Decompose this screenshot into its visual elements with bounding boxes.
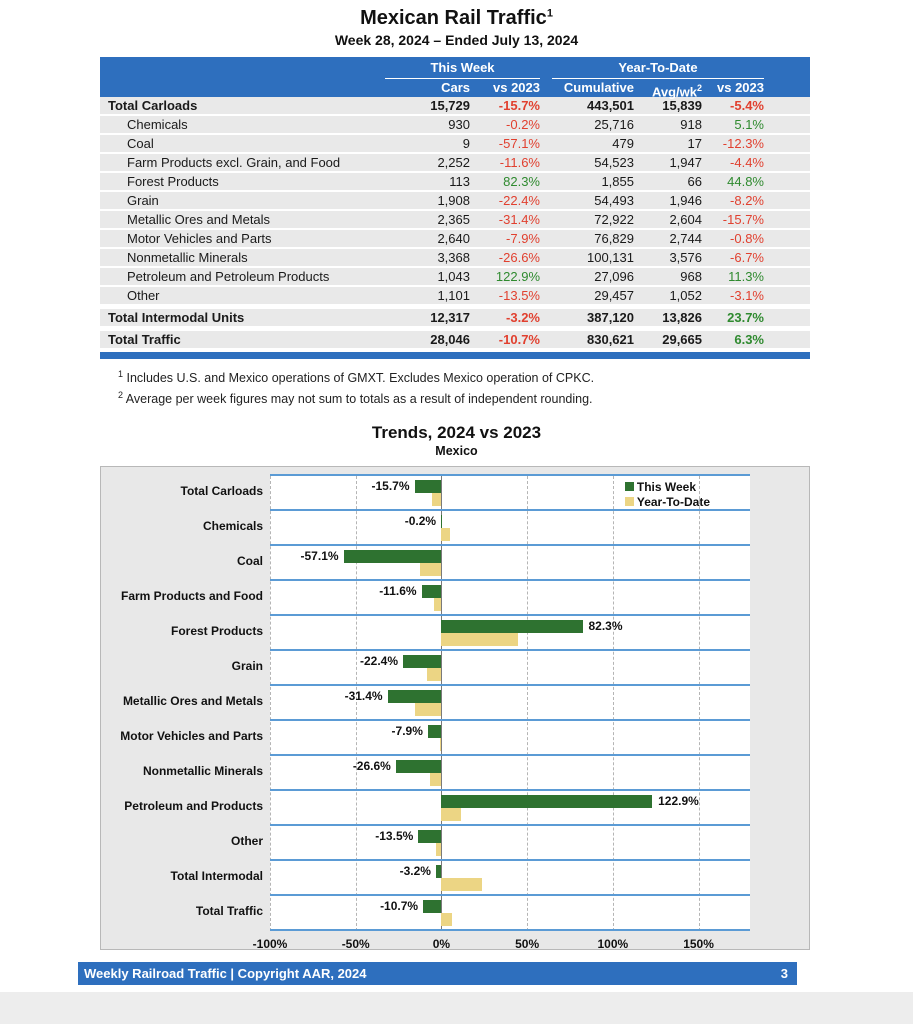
- cell-gap: [540, 268, 552, 285]
- cell-cars: 2,252: [437, 155, 470, 170]
- chart-category-label: Total Intermodal: [170, 869, 263, 883]
- legend-item-year-to-date: [625, 494, 710, 509]
- traffic-table: [100, 57, 810, 359]
- cell-gap: [540, 287, 552, 304]
- cell-cumulative: 1,855: [601, 174, 634, 189]
- cell-cars: 2,640: [437, 231, 470, 246]
- cell-gap: [540, 116, 552, 133]
- cell-pad: [764, 268, 810, 285]
- row-label: Motor Vehicles and Parts: [127, 231, 272, 246]
- bar-year-to-date: [430, 773, 441, 786]
- cell-pad: [764, 116, 810, 133]
- chart-row: [270, 861, 750, 896]
- bar-year-to-date: [434, 598, 442, 611]
- bar-this-week: [441, 515, 442, 528]
- table-row: [100, 116, 810, 135]
- cell-ytd-vs2023: -8.2%: [730, 193, 764, 208]
- bar-value-label: -10.7%: [380, 899, 419, 913]
- cell-gap: [540, 331, 552, 348]
- footer-page-number: 3: [780, 966, 788, 981]
- chart-row: [270, 826, 750, 861]
- x-axis-tick-label: 50%: [515, 937, 540, 951]
- header-gap2: [540, 79, 552, 97]
- page-bottom-margin: [0, 992, 913, 1024]
- chart-category-label: Total Traffic: [195, 904, 263, 918]
- cell-cars: 113: [449, 174, 470, 189]
- footnote: $^1$ Includes U.S. and Mexico operations of GMXT. Excludes Mexico operation of CPKC.: [118, 369, 595, 386]
- cell-vs2023: 82.3%: [503, 174, 540, 189]
- column-group-this-week: This Week: [385, 60, 540, 79]
- table-row: [100, 309, 810, 328]
- cell-cars: 15,729: [430, 98, 470, 113]
- table-row: [100, 331, 810, 350]
- cell-gap: [540, 211, 552, 228]
- chart-category-label: Motor Vehicles and Parts: [120, 729, 263, 743]
- cell-pad: [764, 309, 810, 326]
- chart-legend: [625, 479, 710, 509]
- bar-this-week: [403, 655, 441, 668]
- cell-vs2023: -57.1%: [498, 136, 540, 151]
- cell-avgwk: 968: [680, 269, 702, 284]
- chart-row: [270, 721, 750, 756]
- cell-cars: 3,368: [437, 250, 470, 265]
- cell-avgwk: 1,946: [669, 193, 702, 208]
- table-header-columns: [100, 79, 810, 100]
- header-label-col: [100, 79, 385, 97]
- chart-category-label: Petroleum and Products: [124, 799, 263, 813]
- cell-pad: [764, 331, 810, 348]
- column-header-avgwk: [634, 79, 702, 100]
- table-header-groups: [100, 60, 810, 79]
- bar-this-week: [436, 865, 441, 878]
- chart-subtitle: Mexico: [435, 444, 478, 458]
- chart-category-label: Forest Products: [170, 624, 263, 638]
- column-header-ytd-vs2023: vs 2023: [717, 80, 764, 95]
- chart-category-label: Grain: [231, 659, 263, 673]
- chart-row: [270, 791, 750, 826]
- bar-this-week: [423, 900, 441, 913]
- bar-year-to-date: [441, 633, 518, 646]
- bar-value-label: -13.5%: [375, 829, 414, 843]
- row-label: Metallic Ores and Metals: [127, 212, 271, 227]
- cell-gap: [540, 135, 552, 152]
- chart-row: [270, 616, 750, 651]
- cell-pad: [764, 230, 810, 247]
- cell-ytd-vs2023: 5.1%: [734, 117, 764, 132]
- cell-gap: [540, 97, 552, 114]
- chart-row: [270, 546, 750, 581]
- bar-this-week: [441, 620, 582, 633]
- legend-swatch-this-week: [625, 482, 634, 491]
- column-group-year-to-date: Year-To-Date: [552, 60, 764, 79]
- trends-bar-chart: [100, 466, 810, 950]
- avgwk-text: Avg/wk: [651, 84, 697, 100]
- bar-value-label: -31.4%: [344, 689, 383, 703]
- cell-pad: [764, 249, 810, 266]
- bar-this-week: [422, 585, 442, 598]
- bar-this-week: [396, 760, 442, 773]
- cell-ytd-vs2023: -5.4%: [730, 98, 764, 113]
- footer-bar: [78, 962, 797, 985]
- table-row: [100, 192, 810, 211]
- cell-cumulative: 27,096: [594, 269, 634, 284]
- cell-gap: [540, 230, 552, 247]
- table-row: [100, 173, 810, 192]
- chart-category-label: Metallic Ores and Metals: [122, 694, 263, 708]
- x-axis-tick-label: -100%: [252, 937, 288, 951]
- page-title: [0, 7, 913, 30]
- bar-year-to-date: [420, 563, 441, 576]
- cell-avgwk: 1,947: [669, 155, 702, 170]
- cell-avgwk: 918: [680, 117, 702, 132]
- cell-vs2023: -11.6%: [499, 155, 540, 170]
- table-header: [100, 57, 810, 100]
- legend-label-this-week: This Week: [636, 479, 696, 494]
- cell-ytd-vs2023: -15.7%: [722, 212, 764, 227]
- cell-vs2023: 122.9%: [495, 269, 540, 284]
- bar-this-week: [415, 480, 442, 493]
- row-label: Grain: [127, 193, 159, 208]
- cell-cumulative: 830,621: [587, 332, 634, 347]
- x-axis-tick-label: 0%: [432, 937, 451, 951]
- cell-pad: [764, 287, 810, 304]
- chart-row: [270, 511, 750, 546]
- cell-cars: 1,043: [437, 269, 470, 284]
- column-header-cars: Cars: [441, 80, 470, 95]
- cell-avgwk: 13,826: [662, 310, 702, 325]
- footnote-marker: 1: [118, 369, 124, 379]
- bar-year-to-date: [427, 668, 441, 681]
- cell-cars: 930: [448, 117, 470, 132]
- chart-category-label: Chemicals: [202, 519, 263, 533]
- cell-pad: [764, 135, 810, 152]
- chart-row: [270, 756, 750, 791]
- cell-ytd-vs2023: -0.8%: [730, 231, 764, 246]
- bar-value-label: -57.1%: [300, 549, 339, 563]
- cell-ytd-vs2023: -6.7%: [730, 250, 764, 265]
- header-spacer: [100, 60, 385, 79]
- title-footnote-marker: 1: [546, 7, 553, 20]
- bar-this-week: [428, 725, 442, 738]
- cell-ytd-vs2023: 11.3%: [728, 269, 764, 284]
- bar-year-to-date: [432, 493, 441, 506]
- bar-year-to-date: [436, 843, 441, 856]
- chart-row: [270, 686, 750, 721]
- bar-value-label: -11.6%: [379, 584, 417, 598]
- table-row: [100, 230, 810, 249]
- x-axis-tick-label: -50%: [341, 937, 370, 951]
- cell-vs2023: -31.4%: [498, 212, 540, 227]
- bar-year-to-date: [441, 913, 452, 926]
- bar-value-label: 122.9%: [658, 794, 699, 808]
- bar-value-label: 82.3%: [588, 619, 623, 633]
- footnote: $^2$ Average per week figures may not sum to totals as a result of independent rounding.: [118, 390, 593, 407]
- bar-value-label: -0.2%: [404, 514, 437, 528]
- cell-cumulative: 100,131: [587, 250, 634, 265]
- header-pad: [764, 79, 810, 97]
- row-label: Nonmetallic Minerals: [127, 250, 248, 265]
- table-body: [100, 97, 810, 350]
- cell-vs2023: -22.4%: [498, 193, 540, 208]
- cell-pad: [764, 192, 810, 209]
- table-row: [100, 249, 810, 268]
- row-label: Chemicals: [127, 117, 188, 132]
- cell-cumulative: 25,716: [594, 117, 634, 132]
- cell-vs2023: -26.6%: [498, 250, 540, 265]
- row-label: Total Carloads: [108, 98, 198, 113]
- chart-category-label: Total Carloads: [180, 484, 263, 498]
- cell-vs2023: -3.2%: [506, 310, 540, 325]
- chart-category-label: Coal: [236, 554, 263, 568]
- bar-year-to-date: [441, 528, 450, 541]
- cell-cumulative: 76,829: [594, 231, 634, 246]
- row-label: Total Intermodal Units: [108, 310, 245, 325]
- chart-x-axis: [252, 937, 750, 953]
- cell-pad: [764, 173, 810, 190]
- cell-vs2023: -0.2%: [506, 117, 540, 132]
- cell-pad: [764, 97, 810, 114]
- avgwk-footnote-marker: 2: [696, 83, 702, 93]
- row-label: Petroleum and Petroleum Products: [127, 269, 330, 284]
- cell-gap: [540, 154, 552, 171]
- table-row: [100, 211, 810, 230]
- row-label: Farm Products excl. Grain, and Food: [127, 155, 341, 170]
- chart-row: [270, 581, 750, 616]
- cell-cumulative: 29,457: [594, 288, 634, 303]
- cell-cumulative: 479: [612, 136, 634, 151]
- cell-avgwk: 15,839: [662, 98, 702, 113]
- cell-gap: [540, 309, 552, 326]
- bar-value-label: -26.6%: [352, 759, 391, 773]
- legend-label-year-to-date: Year-To-Date: [636, 494, 710, 509]
- cell-cumulative: 54,493: [594, 193, 634, 208]
- chart-category-labels: [101, 474, 263, 929]
- page-title-text: Mexican Rail Traffic: [360, 7, 547, 29]
- header-gap: [540, 60, 552, 79]
- cell-avgwk: 29,665: [662, 332, 702, 347]
- chart-row: [270, 896, 750, 931]
- cell-cumulative: 54,523: [594, 155, 634, 170]
- bar-this-week: [418, 830, 441, 843]
- cell-cars: 1,908: [437, 193, 470, 208]
- cell-ytd-vs2023: 44.8%: [727, 174, 764, 189]
- chart-category-label: Other: [230, 834, 263, 848]
- cell-cars: 1,101: [437, 288, 470, 303]
- cell-ytd-vs2023: 23.7%: [727, 310, 764, 325]
- cell-gap: [540, 192, 552, 209]
- cell-cars: 2,365: [437, 212, 470, 227]
- x-axis-tick-label: 150%: [683, 937, 714, 951]
- footnote-marker: 2: [118, 390, 124, 401]
- row-label: Coal: [127, 136, 154, 151]
- header-spacer-right: [764, 60, 810, 79]
- table-row: [100, 154, 810, 173]
- bar-value-label: -7.9%: [391, 724, 423, 738]
- bar-year-to-date: [441, 808, 460, 821]
- cell-vs2023: -7.9%: [506, 231, 540, 246]
- column-header-vs2023: vs 2023: [493, 80, 540, 95]
- bar-year-to-date: [441, 878, 482, 891]
- bar-year-to-date: [415, 703, 442, 716]
- cell-ytd-vs2023: -12.3%: [722, 136, 764, 151]
- cell-gap: [540, 173, 552, 190]
- chart-row: [270, 651, 750, 686]
- footer-left-text: Weekly Railroad Traffic | Copyright AAR, 2024: [84, 966, 367, 981]
- page-subtitle: Week 28, 2024 – Ended July 13, 2024: [334, 32, 579, 48]
- legend-swatch-year-to-date: [625, 497, 634, 506]
- cell-cumulative: 72,922: [594, 212, 634, 227]
- bar-value-label: -3.2%: [399, 864, 431, 878]
- cell-cars: 28,046: [430, 332, 470, 347]
- cell-cars: 12,317: [430, 310, 470, 325]
- chart-category-label: Nonmetallic Minerals: [142, 764, 263, 778]
- table-row: [100, 97, 810, 116]
- cell-cumulative: 443,501: [587, 98, 634, 113]
- bar-value-label: -22.4%: [360, 654, 399, 668]
- cell-avgwk: 66: [687, 174, 702, 189]
- cell-pad: [764, 211, 810, 228]
- cell-gap: [540, 249, 552, 266]
- row-label: Forest Products: [127, 174, 219, 189]
- chart-title: Trends, 2024 vs 2023: [371, 423, 542, 442]
- x-axis-tick-label: 100%: [597, 937, 629, 951]
- cell-avgwk: 3,576: [669, 250, 702, 265]
- chart-category-label: Farm Products and Food: [120, 589, 263, 603]
- cell-vs2023: -13.5%: [498, 288, 540, 303]
- cell-avgwk: 1,052: [669, 288, 702, 303]
- cell-ytd-vs2023: 6.3%: [734, 332, 764, 347]
- bar-year-to-date: [440, 738, 441, 751]
- row-label: Total Traffic: [108, 332, 181, 347]
- footnotes: [118, 369, 594, 411]
- bar-this-week: [388, 690, 442, 703]
- bar-this-week: [441, 795, 652, 808]
- legend-item-this-week: [625, 479, 710, 494]
- table-row: [100, 287, 810, 306]
- bar-this-week: [344, 550, 442, 563]
- cell-vs2023: -10.7%: [498, 332, 540, 347]
- cell-avgwk: 2,604: [669, 212, 702, 227]
- table-row: [100, 268, 810, 287]
- cell-avgwk: 17: [687, 136, 702, 151]
- cell-cumulative: 387,120: [587, 310, 634, 325]
- row-label: Other: [127, 288, 160, 303]
- cell-pad: [764, 154, 810, 171]
- table-bottom-accent-bar: [100, 352, 810, 359]
- cell-ytd-vs2023: -4.4%: [730, 155, 764, 170]
- cell-ytd-vs2023: -3.1%: [730, 288, 764, 303]
- table-row: [100, 135, 810, 154]
- cell-cars: 9: [462, 136, 470, 151]
- cell-vs2023: -15.7%: [498, 98, 540, 113]
- cell-avgwk: 2,744: [669, 231, 702, 246]
- chart-plot-area: [270, 474, 750, 931]
- column-header-cumulative: Cumulative: [563, 80, 634, 95]
- bar-value-label: -15.7%: [371, 479, 410, 493]
